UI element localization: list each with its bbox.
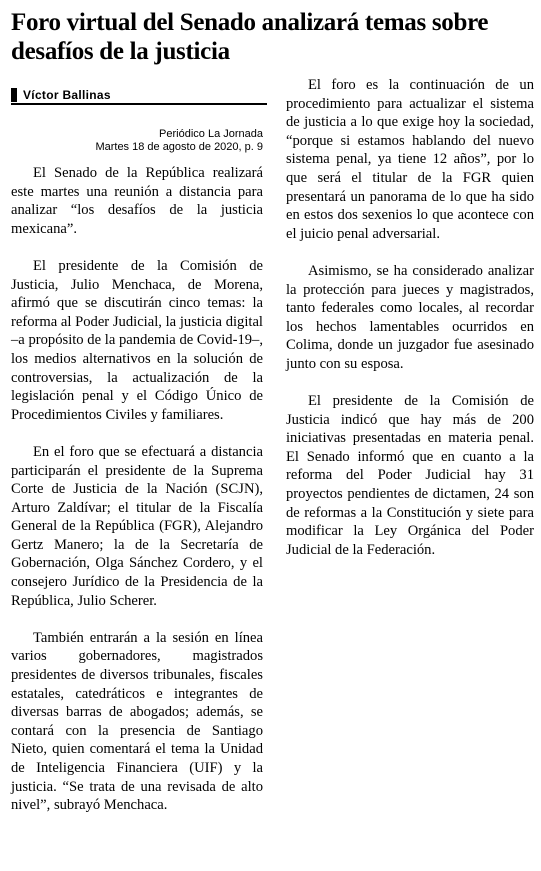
source-date: Martes 18 de agosto de 2020, p. 9 [95,141,263,153]
paragraph: El Senado de la República realizará este martes una reunión a distancia para analizar “los desafíos de la justicia mexicana”. [11,165,263,237]
byline [11,87,267,105]
paragraph: También entrarán a la sesión en línea varios gobernadores, magistrados presidentes de diversos tribunales, fiscales estatales, catedráticos e integrantes de diversas barras de abogados; además, se contará con la presencia de Santiago Nieto, quien comentará el tema la Unidad de Inteligencia Financiera (UIF) y la justicia. “Se trata de una revisada de alto nivel”, subrayó Menchaca. [11,629,263,814]
paragraph: En el foro que se efectuará a distancia participarán el presidente de la Suprema Corte de Justicia de la Nación (SCJN), Arturo Zaldívar; el titular de la Fiscalía General de la República (FGR), Alejandro Gertz Manero; la de la Secretaría de Gobernación, Olga Sánchez Cordero, y el consejero Jurídico de la Presidencia de la República, Julio Scherer. [11,443,263,609]
byline-bar [11,88,17,102]
paragraph: Asimismo, se ha considerado analizar la protección para jueces y magistrados, tanto federales como locales, al recordar los hechos lamentables ocurridos en Colima, donde un juzgador fue asesinado junto con su esposa. [286,262,534,372]
paragraph: El foro es la continuación de un procedimiento para actualizar el sistema de justicia a lo que exige hoy la sociedad, “porque si estamos hablando del nuevo sistema penal, ya tiene 12 años”, por lo que será el titular de la FGR quien presentará un panorama de lo que ha sido en estos dos sexenios lo que acontece con el juicio penal adversarial. [286,77,534,242]
paragraph: El presidente de la Comisión de Justicia indicó que hay más de 200 iniciativas presentadas en materia penal. El Senado informó que en cuanto a la reforma del Poder Judicial hay 31 proyectos pendientes de dictamen, 24 son de reformas a la Constitución y siete para modificar la Ley Orgánica del Poder Judicial de la Federación. [286,393,534,558]
right-column [286,76,534,578]
source-info [23,128,263,154]
left-column [11,164,263,833]
headline: Foro virtual del Senado analizará temas sobre desafíos de la justicia [11,9,489,65]
source-publication: Periódico La Jornada [159,128,263,140]
author-name: Víctor Ballinas [23,88,111,102]
paragraph: El presidente de la Comisión de Justicia, Julio Menchaca, de Morena, afirmó que se discutirán cinco temas: la reforma al Poder Judicial, la justicia digital –a propósito de la pandemia de Covid-19–, los medios alternativos en la solución de controversias, la actualización de la legislación penal y el Código Único de Procedimientos Civiles y familiares. [11,257,263,423]
